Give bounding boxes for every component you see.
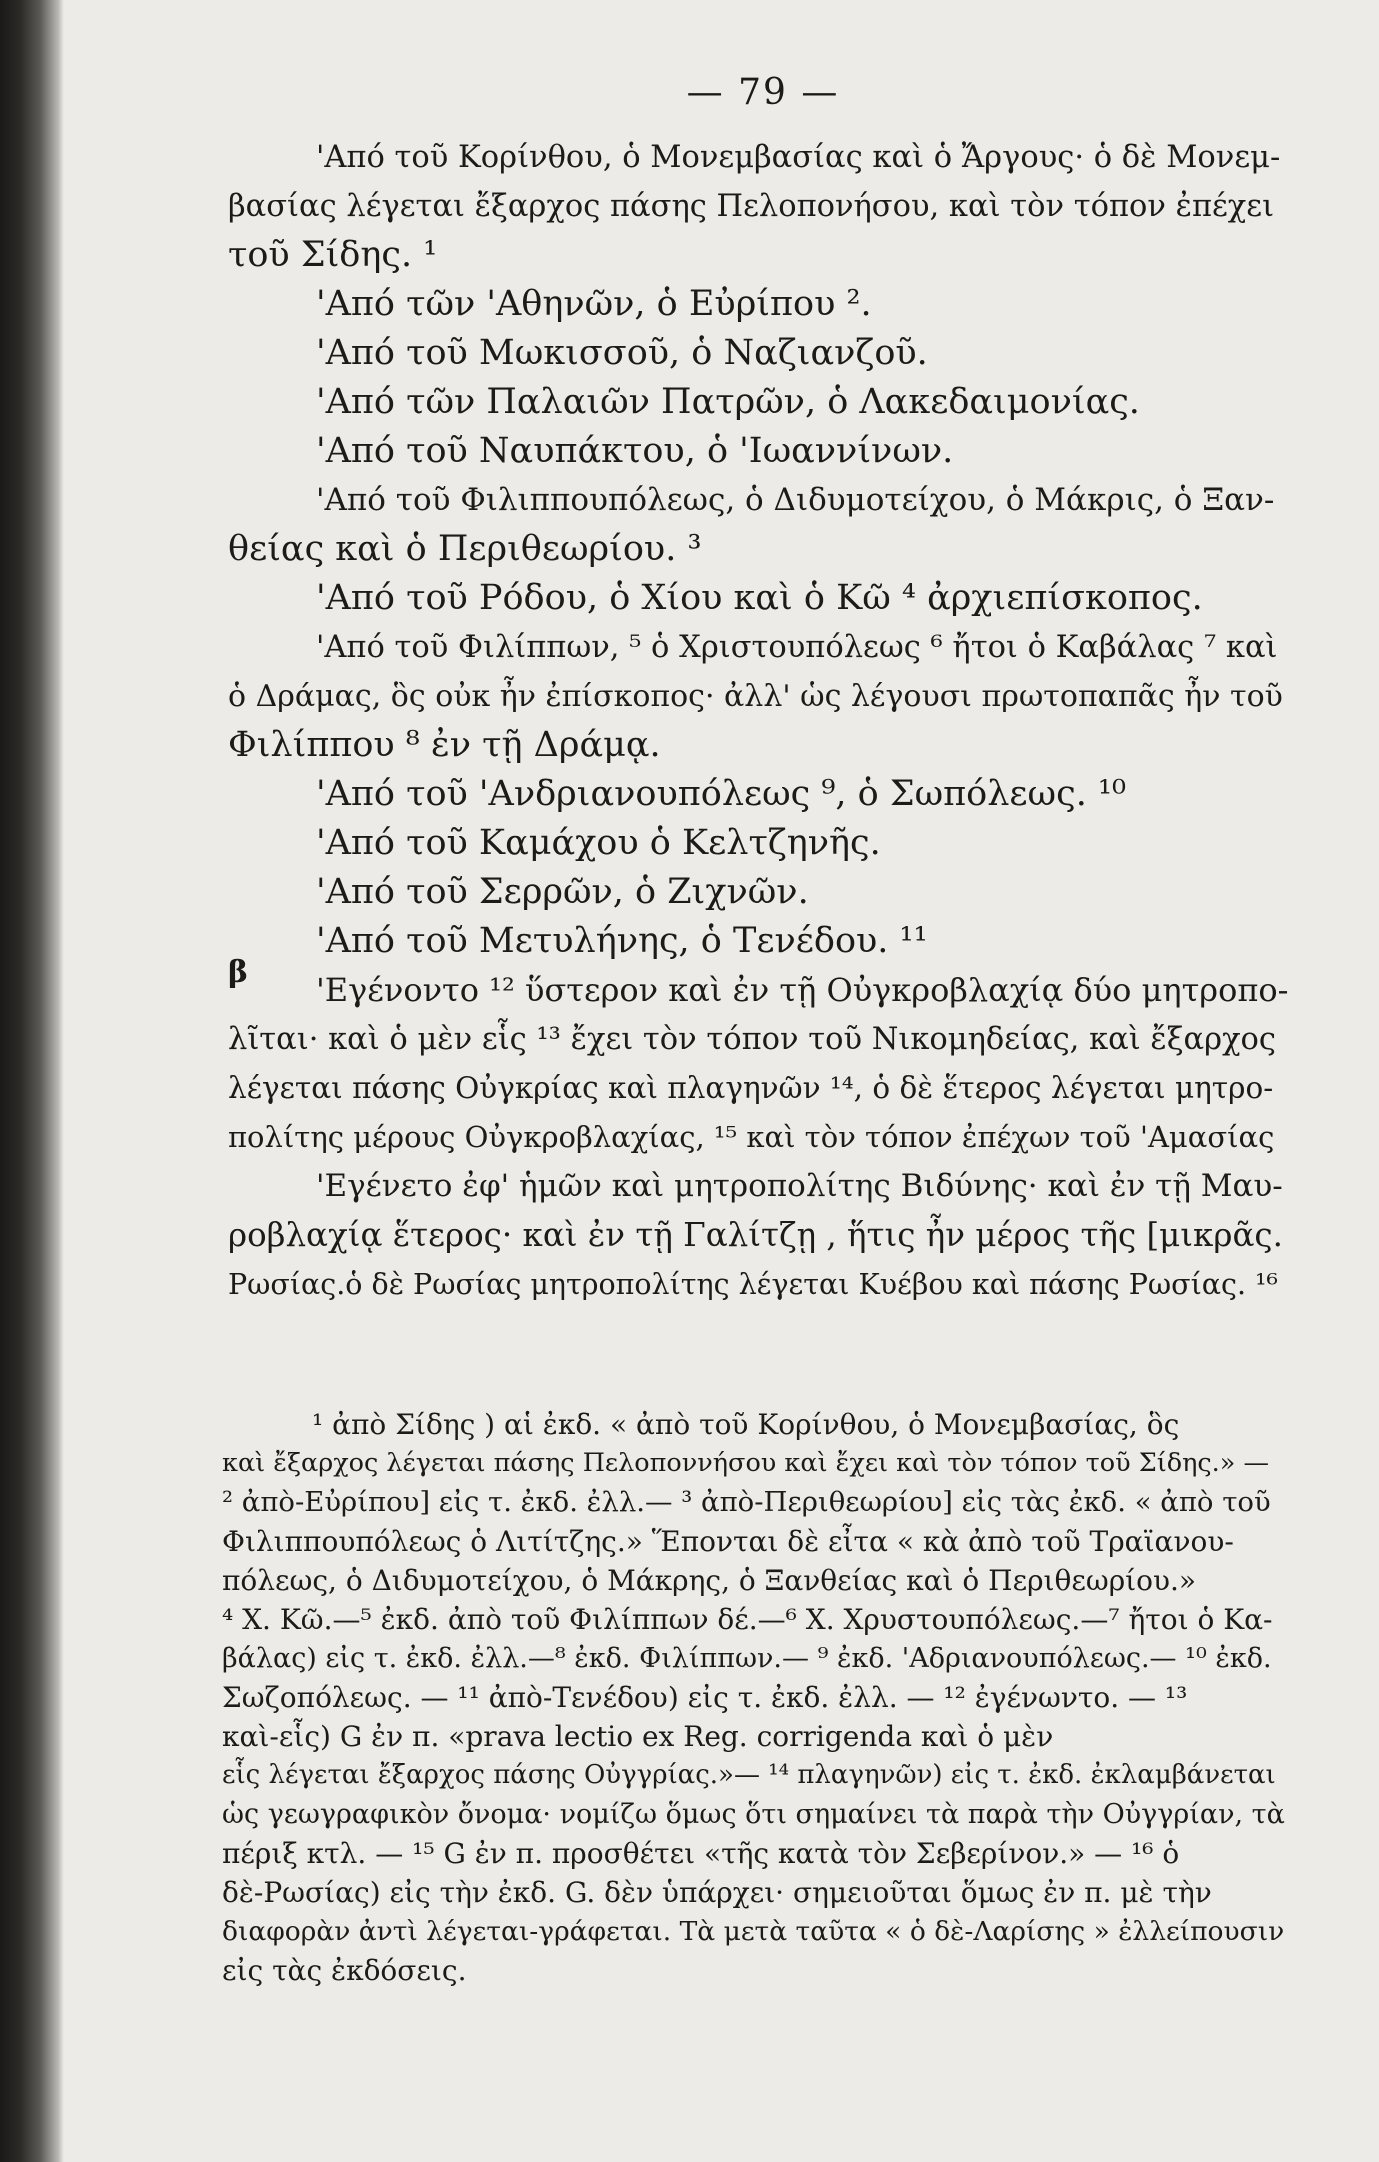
footnote-line: ⁴ Χ. Κῶ.—⁵ ἐκδ. ἀπὸ τοῦ Φιλίππων δέ.—⁶ Χ. Χρυστουπόλεως.—⁷ ἤτοι ὁ Κα- — [222, 1603, 1273, 1636]
text-line: 'Από τοῦ Ρόδου, ὁ Χίου καὶ ὁ Κῶ ⁴ ἀρχιεπίσκοπος. — [316, 578, 1203, 618]
text-line: 'Από τοῦ Φιλιππουπόλεως, ὁ Διδυμοτείχου, ὁ Μάκρις, ὁ Ξαν- — [316, 482, 1275, 518]
text-line: 'Από τοῦ Φιλίππων, ⁵ ὁ Χριστουπόλεως ⁶ ἤτοι ὁ Καβάλας ⁷ καὶ — [316, 630, 1278, 665]
text-line: τοῦ Σίδης. ¹ — [228, 235, 438, 275]
text-line: βασίας λέγεται ἔξαρχος πάσης Πελοπονήσου, καὶ τὸν τόπον ἐπέχει — [228, 189, 1275, 224]
text-line: 'Από τοῦ Ναυπάκτου, ὁ 'Ιωαννίνων. — [316, 431, 954, 471]
text-line: λῖται· καὶ ὁ μὲν εἷς ¹³ ἔχει τὸν τόπον τοῦ Νικομηδείας, καὶ ἔξαρχος — [228, 1022, 1277, 1057]
text-line: 'Από τοῦ 'Ανδριανουπόλεως ⁹, ὁ Σωπόλεως. ¹⁰ — [316, 774, 1127, 814]
footnote-line: καὶ ἔξαρχος λέγεται πάσης Πελοποννήσου καὶ ἔχει καὶ τὸν τόπον τοῦ Σίδης.» — — [222, 1448, 1269, 1478]
footnote-line: δὲ-Ρωσίας) εἰς τὴν ἐκδ. G. δὲν ὑπάρχει· σημειοῦται ὅμως ἐν π. μὲ τὴν — [222, 1876, 1212, 1909]
text-line: Φιλίππου ⁸ ἐν τῇ Δράμᾳ. — [228, 725, 661, 765]
text-line: ροβλαχίᾳ ἕτερος· καὶ ἐν τῇ Γαλίτζῃ , ἥτις ἦν μέρος τῆς [μικρᾶς. — [228, 1216, 1283, 1254]
footnote-line: διαφορὰν ἀντὶ λέγεται-γράφεται. Τὰ μετὰ ταῦτα « ὁ δὲ-Λαρίσης » ἐλλείπουσιν — [222, 1916, 1285, 1947]
footnote-line: εἷς λέγεται ἔξαρχος πάσης Οὐγγρίας.»— ¹⁴ πλαγηνῶν) εἰς τ. ἐκδ. ἐκλαμβάνεται — [222, 1760, 1276, 1790]
footnote-line: πέριξ κτλ. — ¹⁵ G ἐν π. προσθέτει «τῆς κατὰ τὸν Σεβερίνον.» — ¹⁶ ὁ — [222, 1837, 1180, 1870]
text-line: 'Από τῶν Παλαιῶν Πατρῶν, ὁ Λακεδαιμονίας. — [316, 382, 1140, 422]
text-line: πολίτης μέρους Οὐγκροβλαχίας, ¹⁵ καὶ τὸν τόπον ἐπέχων τοῦ 'Αμασίας — [228, 1120, 1275, 1154]
main-text — [228, 133, 1288, 1309]
footnote-line: ² ἀπὸ-Εὐρίπου] εἰς τ. ἐκδ. ἐλλ.— ³ ἀπὸ-Περιθεωρίου] εἰς τὰς ἐκδ. « ἀπὸ τοῦ — [222, 1486, 1271, 1518]
footnote-line: Σωζοπόλεως. — ¹¹ ἀπὸ-Τενέδου) εἰς τ. ἐκδ. ἐλλ. — ¹² ἐγένωντο. — ¹³ — [222, 1681, 1188, 1714]
page-number: — 79 — — [686, 72, 840, 113]
footnote-line: ¹ ἀπὸ Σίδης ) αἱ ἐκδ. « ἀπὸ τοῦ Κορίνθου, ὁ Μονεμβασίας, ὃς — [312, 1408, 1180, 1441]
footnote-line: βάλας) εἰς τ. ἐκδ. ἐλλ.—⁸ ἐκδ. Φιλίππων.— ⁹ ἐκδ. 'Αδριανουπόλεως.— ¹⁰ ἐκδ. — [222, 1643, 1272, 1674]
text-line: 'Από τοῦ Σερρῶν, ὁ Ζιχνῶν. — [316, 872, 809, 912]
text-line: λέγεται πάσης Οὐγκρίας καὶ πλαγηνῶν ¹⁴, ὁ δὲ ἕτερος λέγεται μητρο- — [228, 1071, 1274, 1105]
page-gutter-shadow — [0, 0, 64, 2162]
footnote-line: καὶ-εἷς) G ἐν π. «prava lectio ex Reg. corrigenda καὶ ὁ μὲν — [222, 1720, 1054, 1753]
text-line: 'Από τοῦ Κορίνθου, ὁ Μονεμβασίας καὶ ὁ Ἄργους· ὁ δὲ Μονεμ- — [316, 140, 1281, 175]
text-line: 'Από τοῦ Καμάχου ὁ Κελτζηνῆς. — [316, 823, 881, 863]
footnote-line: πόλεως, ὁ Διδυμοτείχου, ὁ Μάκρης, ὁ Ξανθείας καὶ ὁ Περιθεωρίου.» — [222, 1564, 1197, 1597]
footnote-line: εἰς τὰς ἐκδόσεις. — [222, 1954, 467, 1987]
text-line: 'Από τοῦ Μωκισσοῦ, ὁ Ναζιανζοῦ. — [316, 333, 928, 373]
text-line: 'Εγένοντο ¹² ὕστερον καὶ ἐν τῇ Οὐγκροβλαχίᾳ δύο μητροπο- — [316, 971, 1289, 1009]
text-line: 'Από τῶν 'Αθηνῶν, ὁ Εὐρίπου ². — [316, 284, 872, 324]
marginal-mark: β — [228, 955, 248, 990]
footnotes — [222, 1405, 1288, 1990]
text-line: 'Εγένετο ἐφ' ἡμῶν καὶ μητροπολίτης Βιδύνης· καὶ ἐν τῇ Μαυ- — [316, 1168, 1283, 1204]
footnote-line: ὡς γεωγραφικὸν ὄνομα· νομίζω ὅμως ὅτι σημαίνει τὰ παρὰ τὴν Οὐγγρίαν, τὰ — [222, 1799, 1285, 1830]
footnote-line: Φιλιππουπόλεως ὁ Λιτίτζης.» Ἕπονται δὲ εἶτα « κὰ ἀπὸ τοῦ Τραϊανου- — [222, 1525, 1234, 1558]
text-line: Ρωσίας.ὁ δὲ Ρωσίας μητροπολίτης λέγεται Κυέβου καὶ πάσης Ρωσίας. ¹⁶ — [228, 1268, 1278, 1301]
main-text-block — [228, 72, 1288, 1309]
text-line: θείας καὶ ὁ Περιθεωρίου. ³ — [228, 529, 702, 569]
text-line: 'Από τοῦ Μετυλήνης, ὁ Τενέδου. ¹¹ — [316, 921, 928, 961]
text-line: ὁ Δράμας, ὃς οὐκ ἦν ἐπίσκοπος· ἀλλ' ὡς λέγουσι πρωτοπαπᾶς ἦν τοῦ — [228, 679, 1283, 714]
